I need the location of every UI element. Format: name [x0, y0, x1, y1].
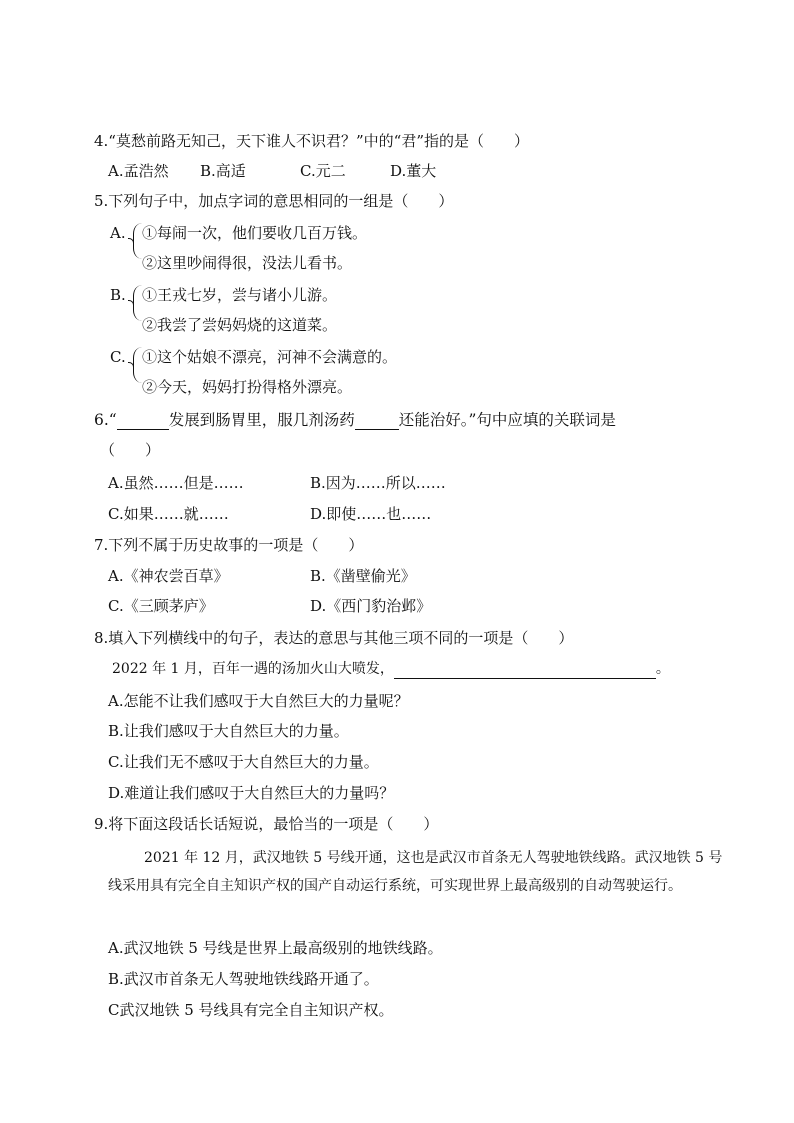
- q7-option-d: D.《西门豹治邺》: [310, 597, 432, 615]
- q6-option-c: C.如果……就……: [108, 505, 229, 523]
- q5-group-a-sentence-1: ①每闹一次，他们要收几百万钱。: [142, 224, 368, 242]
- q4-option-d: D.董大: [390, 162, 437, 180]
- q8-fill-blank: [394, 662, 656, 679]
- q8-context-end: 。: [655, 661, 670, 677]
- q6-option-a: A.虽然……但是……: [108, 474, 244, 492]
- q9-option-c: C武汉地铁 5 号线具有完全自主知识产权。: [108, 1001, 394, 1019]
- q4-option-a: A.孟浩然: [108, 162, 169, 180]
- q7-option-b: B.《凿壁偷光》: [310, 567, 416, 585]
- q5-group-b-letter: B.: [110, 286, 126, 304]
- q5-group-c-sentence-2: ②今天，妈妈打扮得格外漂亮。: [142, 378, 353, 396]
- q5-group-c-sentence-1: ①这个姑娘不漂亮，河神不会满意的。: [142, 348, 398, 366]
- q7-option-a: A.《神农尝百草》: [108, 567, 229, 585]
- question-7-stem: 7.下列不属于历史故事的一项是（ ）: [94, 536, 364, 554]
- q8-context-text: 2022 年 1 月，百年一遇的汤加火山大喷发，: [112, 661, 394, 677]
- q6-stem-part-2: 发展到肠胃里，服几剂汤药: [168, 411, 355, 429]
- question-4-stem: 4.“莫愁前路无知己，天下谁人不识君？”中的“君”指的是（ ）: [94, 132, 529, 150]
- q7-option-c: C.《三顾茅庐》: [108, 597, 214, 615]
- q5-group-a-sentence-2: ②这里吵闹得很，没法儿看书。: [142, 254, 353, 272]
- q5-group-b-brace: [133, 285, 142, 321]
- q9-option-b: B.武汉市首条无人驾驶地铁线路开通了。: [108, 970, 379, 988]
- q8-option-a: A.怎能不让我们感叹于大自然巨大的力量呢？: [108, 692, 409, 710]
- question-8-stem: 8.填入下列横线中的句子，表达的意思与其他三项不同的一项是（ ）: [94, 629, 574, 647]
- q8-option-c: C.让我们无不感叹于大自然巨大的力量。: [108, 753, 379, 771]
- q8-context-sentence: [112, 659, 670, 679]
- q6-stem-part-1: 6.“: [94, 411, 117, 429]
- q6-blank-2: [355, 413, 399, 430]
- q8-option-b: B.让我们感叹于大自然巨大的力量。: [108, 722, 349, 740]
- q6-stem-line-2: （ ）: [100, 441, 161, 459]
- question-5-stem: 5.下列句子中，加点字词的意思相同的一组是（ ）: [94, 192, 454, 210]
- q9-passage: 2021 年 12 月，武汉地铁 5 号线开通，这也是武汉市首条无人驾驶地铁线路。武汉地铁 5 号线采用具有完全自主知识产权的国产自动运行系统，可实现世界上最高级别的自动驾驶运行。: [108, 850, 723, 894]
- question-9-stem: 9.将下面这段话长话短说，最恰当的一项是（ ）: [94, 815, 439, 833]
- q5-group-b-sentence-1: ①王戎七岁，尝与诸小儿游。: [142, 286, 338, 304]
- q5-group-c-letter: C.: [110, 348, 126, 366]
- q5-group-b-sentence-2: ②我尝了尝妈妈烧的这道菜。: [142, 316, 338, 334]
- q9-option-a: A.武汉地铁 5 号线是世界上最高级别的地铁线路。: [108, 939, 443, 957]
- q8-option-d: D.难道让我们感叹于大自然巨大的力量吗？: [108, 784, 395, 802]
- q4-option-b: B.高适: [200, 162, 246, 180]
- q5-group-a-brace: [133, 223, 142, 259]
- q5-group-c-brace: [133, 347, 142, 383]
- q5-group-a-letter: A.: [110, 224, 126, 242]
- q6-option-b: B.因为……所以……: [310, 474, 446, 492]
- question-6-stem: [94, 410, 616, 430]
- q6-blank-1: [117, 413, 169, 430]
- q6-option-d: D.即使……也……: [310, 505, 432, 523]
- q6-stem-part-3: 还能治好。”句中应填的关联词是: [398, 411, 616, 429]
- q4-option-c: C.元二: [300, 162, 346, 180]
